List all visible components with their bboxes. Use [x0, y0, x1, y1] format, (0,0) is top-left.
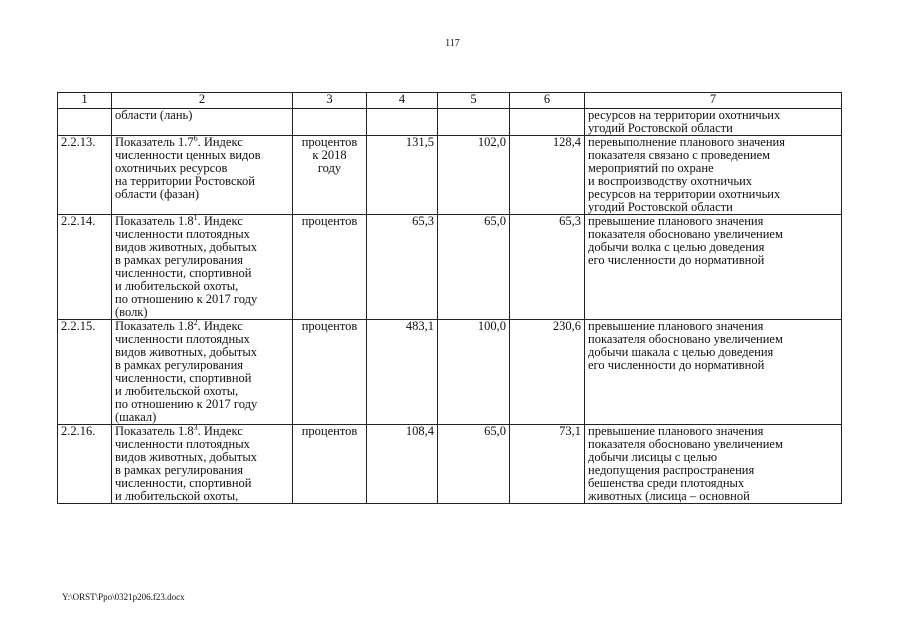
value-cell: 131,5: [367, 136, 438, 215]
table-row: [58, 320, 842, 425]
indicator-name-text: Показатель 1.7: [115, 135, 194, 149]
indicator-name-text: Показатель 1.8: [115, 424, 194, 438]
unit-cell-line: процентов: [301, 135, 358, 149]
indicator-name-cell: [112, 425, 293, 504]
note-cell-line: угодий Ростовской области: [588, 121, 733, 135]
indicator-name-text: в рамках регулирования: [115, 358, 244, 372]
unit-cell-line: процентов: [301, 214, 358, 228]
indicator-name-text: и любительской охоты,: [115, 489, 239, 503]
indicator-name-text: численности плотоядных: [115, 332, 250, 346]
indicator-name-text: видов животных, добытых: [115, 345, 257, 359]
column-header: 1: [58, 93, 112, 109]
footnote-marker: 2: [193, 318, 198, 327]
value-cell: [438, 109, 510, 136]
unit-cell: [293, 215, 367, 320]
value-cell: 128,4: [510, 136, 585, 215]
note-cell-line: бешенства среди плотоядных: [588, 476, 745, 490]
indicator-name-cell: [112, 136, 293, 215]
note-cell-line: добычи волка с целью доведения: [588, 240, 765, 254]
indicator-name-text: . Индекс: [197, 424, 243, 438]
value-cell: 230,6: [510, 320, 585, 425]
indicator-name-text: численности, спортивной: [115, 266, 252, 280]
row-number-cell: 2.2.13.: [58, 136, 112, 215]
note-cell: [585, 320, 842, 425]
value-cell: [367, 109, 438, 136]
value-cell: 65,3: [510, 215, 585, 320]
indicator-name-cell: [112, 320, 293, 425]
indicator-name-cell: [112, 215, 293, 320]
indicator-name-text: численности, спортивной: [115, 371, 252, 385]
note-cell-line: ресурсов на территории охотничьих: [588, 187, 781, 201]
table-row: [58, 136, 842, 215]
note-cell: [585, 136, 842, 215]
row-number-cell: 2.2.14.: [58, 215, 112, 320]
indicator-name-text: видов животных, добытых: [115, 240, 257, 254]
column-header: 4: [367, 93, 438, 109]
note-cell-line: превышение планового значения: [588, 424, 764, 438]
note-cell-line: добычи лисицы с целью: [588, 450, 718, 464]
note-cell: [585, 215, 842, 320]
value-cell: 65,3: [367, 215, 438, 320]
indicator-name-text: численности плотоядных: [115, 227, 250, 241]
indicator-name-text: . Индекс: [197, 319, 243, 333]
unit-cell-line: к 2018: [312, 148, 347, 162]
note-cell-line: и воспроизводству охотничьих: [588, 174, 753, 188]
indicator-name-text: . Индекс: [197, 135, 243, 149]
note-cell-line: перевыполнение планового значения: [588, 135, 785, 149]
note-cell-line: показателя обосновано увеличением: [588, 332, 783, 346]
note-cell-line: мероприятий по охране: [588, 161, 714, 175]
indicator-name-text: области (лань): [115, 108, 193, 122]
indicator-name-line: [115, 490, 289, 503]
value-cell: 65,0: [438, 215, 510, 320]
note-cell-line: показателя обосновано увеличением: [588, 437, 783, 451]
note-cell-line: превышение планового значения: [588, 214, 764, 228]
note-cell-line: угодий Ростовской области: [588, 200, 733, 214]
indicator-name-text: численности плотоядных: [115, 437, 250, 451]
value-cell: 102,0: [438, 136, 510, 215]
indicator-name-line: [115, 306, 289, 319]
column-header: 2: [112, 93, 293, 109]
column-header: 6: [510, 93, 585, 109]
note-cell-line: превышение планового значения: [588, 319, 764, 333]
value-cell: [510, 109, 585, 136]
note-cell-line: ресурсов на территории охотничьих: [588, 108, 781, 122]
note-cell-line: добычи шакала с целью доведения: [588, 345, 774, 359]
indicator-name-text: по отношению к 2017 году: [115, 397, 258, 411]
table-row: [58, 215, 842, 320]
indicator-name-text: Показатель 1.8: [115, 319, 194, 333]
indicator-name-cell: [112, 109, 293, 136]
header-row: [58, 93, 842, 109]
value-cell: 108,4: [367, 425, 438, 504]
unit-cell: [293, 136, 367, 215]
footnote-marker: 3: [193, 423, 198, 432]
footnote-marker: 6: [193, 134, 198, 143]
unit-cell: [293, 425, 367, 504]
indicator-name-text: (волк): [115, 305, 148, 319]
indicator-name-text: численности, спортивной: [115, 476, 252, 490]
table-body: [58, 109, 842, 504]
column-header: 3: [293, 93, 367, 109]
note-cell-line: его численности до нормативной: [588, 253, 765, 267]
column-header: 5: [438, 93, 510, 109]
indicator-name-text: по отношению к 2017 году: [115, 292, 258, 306]
footnote-marker: 1: [193, 213, 198, 222]
row-number-cell: 2.2.15.: [58, 320, 112, 425]
unit-cell-line: процентов: [301, 424, 358, 438]
indicator-name-text: (шакал): [115, 410, 157, 424]
value-cell: 65,0: [438, 425, 510, 504]
indicator-name-text: . Индекс: [197, 214, 243, 228]
table-row: [58, 109, 842, 136]
note-cell-line: показателя связано с проведением: [588, 148, 771, 162]
indicator-name-text: и любительской охоты,: [115, 384, 239, 398]
file-path-footer: Y:\ORST\Ppo\0321p206.f23.docx: [62, 592, 185, 602]
indicator-name-text: и любительской охоты,: [115, 279, 239, 293]
note-cell: [585, 109, 842, 136]
indicator-name-text: на территории Ростовской: [115, 174, 255, 188]
page-number: 117: [445, 38, 460, 49]
unit-cell-line: году: [317, 161, 342, 175]
indicator-name-text: области (фазан): [115, 187, 200, 201]
indicator-name-line: [115, 411, 289, 424]
indicator-name-text: видов животных, добытых: [115, 450, 257, 464]
indicator-name-line: [115, 188, 289, 201]
note-cell-line: недопущения распространения: [588, 463, 755, 477]
indicator-name-text: в рамках регулирования: [115, 463, 244, 477]
indicator-name-text: охотничьих ресурсов: [115, 161, 228, 175]
row-number-cell: 2.2.16.: [58, 425, 112, 504]
value-cell: 483,1: [367, 320, 438, 425]
indicator-table: [57, 92, 842, 504]
indicator-name-line: [115, 109, 289, 122]
indicator-name-text: численности ценных видов: [115, 148, 261, 162]
row-number-cell: [58, 109, 112, 136]
note-cell-line: его численности до нормативной: [588, 358, 765, 372]
column-header: 7: [585, 93, 842, 109]
note-cell-line: показателя обосновано увеличением: [588, 227, 783, 241]
indicator-name-text: Показатель 1.8: [115, 214, 194, 228]
value-cell: 100,0: [438, 320, 510, 425]
note-cell-line: животных (лисица – основной: [588, 489, 750, 503]
value-cell: 73,1: [510, 425, 585, 504]
note-cell: [585, 425, 842, 504]
indicator-name-text: в рамках регулирования: [115, 253, 244, 267]
table-row: [58, 425, 842, 504]
unit-cell: [293, 109, 367, 136]
unit-cell-line: процентов: [301, 319, 358, 333]
unit-cell: [293, 320, 367, 425]
